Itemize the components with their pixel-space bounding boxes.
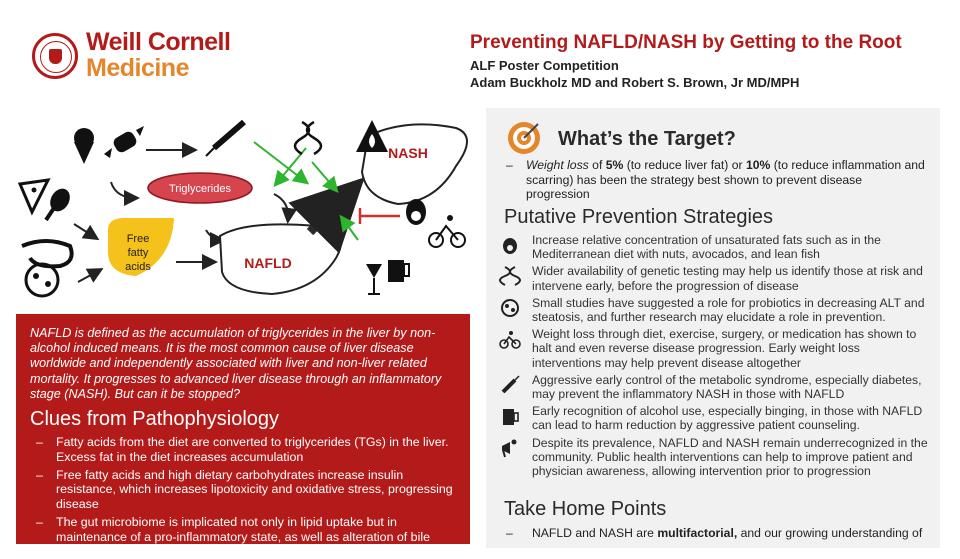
syringe-icon xyxy=(206,122,244,156)
dash: – xyxy=(506,158,513,172)
strategy-text: Small studies have suggested a role for probiotics in decreasing ALT and steatosis, and further research may elucidate a role in prevention. xyxy=(532,295,925,325)
dna-icon xyxy=(295,122,321,154)
strategy-item xyxy=(500,296,932,324)
cyclist-icon xyxy=(500,329,520,349)
ffa-label-1: Free xyxy=(126,233,150,245)
arrow xyxy=(274,194,288,220)
target-heading: What’s the Target? xyxy=(558,127,736,150)
candy-icon xyxy=(104,126,144,158)
dna-icon xyxy=(500,266,520,286)
arrow xyxy=(74,224,96,238)
strategies-heading: Putative Prevention Strategies xyxy=(504,206,774,228)
text-fragment: (to reduce liver fat) or xyxy=(623,158,746,172)
green-arrow xyxy=(254,142,306,182)
avocado-icon xyxy=(500,235,520,255)
strategy-text: Early recognition of alcohol use, especially binging, in those with NAFLD can lead to harm reduction by aggressive patient counseling. xyxy=(532,404,923,433)
five-percent: 5% xyxy=(605,158,624,172)
strategy-item xyxy=(500,436,932,479)
ffa-label-3: acids xyxy=(125,261,151,273)
logo-line-1: Weill Cornell xyxy=(86,28,231,56)
strategy-text: Despite its prevalence, NAFLD and NASH remain underrecognized in the community. Public health interventions can help to improve patient and physician awareness, allowing intervention prior to progression xyxy=(532,435,928,479)
pizza-icon xyxy=(20,180,48,212)
megaphone-icon xyxy=(500,438,520,458)
definition-panel xyxy=(16,314,470,559)
beer-icon xyxy=(388,260,409,282)
dash: – xyxy=(506,526,513,540)
take-home-point xyxy=(506,526,930,541)
clue-item: – The gut microbiome is implicated not only in lipid uptake but in maintenance of a pro-inflammatory state, as well as alteration of bile acid xyxy=(30,515,456,559)
nafld-definition: NAFLD is defined as the accumulation of triglycerides in the liver by non-alcohol induced means. It is the most common cause of liver disease worldwide and independently associated with liver and non-liver related mortality. It progresses to advanced liver disease through an inflammatory stage (NASH). But can it be stopped? xyxy=(30,326,442,401)
nash-label: NASH xyxy=(388,145,428,161)
strategy-item xyxy=(500,264,932,292)
strategy-text: Wider availability of genetic testing may help us identify those at risk and intervene early, before the progression of disease xyxy=(532,264,923,293)
strategy-item xyxy=(500,327,932,370)
progression-arrow xyxy=(310,190,352,232)
strategy-item xyxy=(500,233,932,261)
clues-list xyxy=(30,435,456,559)
beer-icon xyxy=(500,406,520,426)
ice-cream-icon xyxy=(74,128,94,164)
strategy-text: Aggressive early control of the metabolic syndrome, especially diabetes, may prevent the inflammatory NASH in those with NAFLD xyxy=(532,372,922,402)
text-fragment: (to reduce inflammation and scarring) has been the strategy best shown to prevent disease progression xyxy=(526,158,925,201)
strategies-panel xyxy=(486,108,940,548)
text-fragment: of xyxy=(588,158,606,172)
wine-glass-icon xyxy=(366,264,382,294)
authors: Adam Buckholz MD and Robert S. Brown, Jr MD/MPH xyxy=(470,75,800,90)
competition-label: ALF Poster Competition xyxy=(470,58,619,73)
pathophysiology-diagram xyxy=(16,112,472,312)
microbe-icon xyxy=(26,264,58,296)
weill-cornell-logo xyxy=(32,30,230,81)
ten-percent: 10% xyxy=(745,158,771,172)
pathophysiology-figure xyxy=(16,112,472,312)
clue-item: – Fatty acids from the diet are converted to triglycerides (TGs) in the liver. Excess fat in the diet increases accumulation xyxy=(30,435,456,465)
chicken-leg-icon xyxy=(46,185,74,220)
syringe-icon xyxy=(500,375,520,395)
strategy-text: Weight loss through diet, exercise, surgery, or medication has shown to halt and even reverse disease progression. Early weight loss interventions may help prevent disease altogether xyxy=(532,327,917,370)
strategy-text: Increase relative concentration of unsaturated fats such as in the Mediterranean diet with nuts, avocados, and lean fish xyxy=(532,233,881,262)
arrow xyxy=(78,270,100,282)
triglycerides-label: Triglycerides xyxy=(169,183,231,195)
nafld-label: NAFLD xyxy=(244,255,292,271)
green-arrow xyxy=(342,218,358,240)
poster-header xyxy=(470,32,902,90)
ffa-label-2: fatty xyxy=(127,247,149,259)
text-fragment: and our growing understanding of xyxy=(737,526,923,540)
strategies-list xyxy=(500,233,932,481)
weight-loss-term: Weight loss xyxy=(526,158,589,172)
multifactorial-term: multifactorial, xyxy=(657,526,738,540)
avocado-icon xyxy=(406,199,426,225)
green-arrow xyxy=(312,162,336,190)
poster-title: Preventing NAFLD/NASH by Getting to the Root xyxy=(470,32,902,53)
target-icon xyxy=(506,120,542,156)
strategy-item xyxy=(500,373,932,401)
cyclist-icon xyxy=(429,215,465,247)
cornell-seal-icon xyxy=(32,33,78,79)
microbe-icon xyxy=(500,298,520,318)
arrow xyxy=(111,182,136,198)
take-home-heading: Take Home Points xyxy=(504,498,667,520)
text-fragment: NAFLD and NASH are xyxy=(532,526,658,540)
strategy-item xyxy=(500,404,932,432)
intestine-icon xyxy=(22,241,72,266)
logo-line-2: Medicine xyxy=(86,54,189,82)
target-description xyxy=(506,158,926,202)
clues-heading: Clues from Pathophysiology xyxy=(30,408,280,431)
clue-item: – Free fatty acids and high dietary carbohydrates increase insulin resistance, which increases lipotoxicity and oxidative stress, progressing disease xyxy=(30,468,456,512)
